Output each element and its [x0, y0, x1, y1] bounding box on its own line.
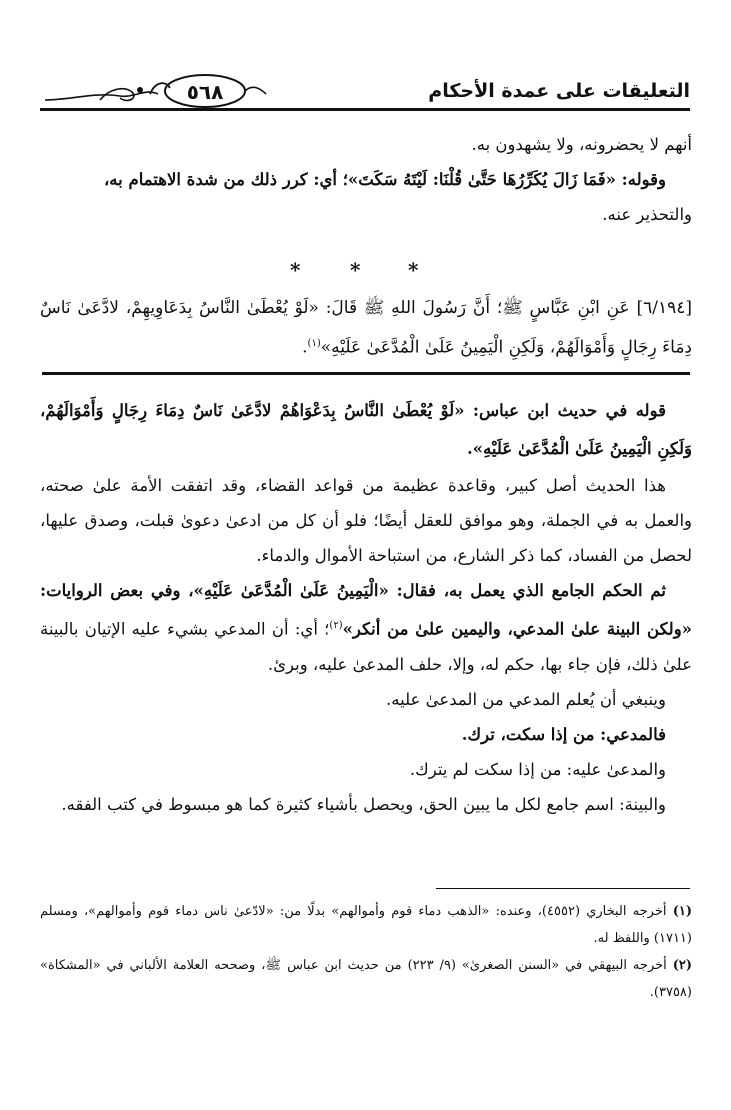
footnote-text: أخرجه البيهقي في «السنن الصغرىٰ» (٩/ ٢٢٣) من حديث ابن عباس ﷺ، وصححه العلامة الألباني في «المشكاة» (٣٧٥٨). [40, 958, 692, 1000]
footnote-divider [436, 888, 690, 889]
hadith-text [40, 290, 692, 366]
footnote-number: (٢) [672, 958, 693, 973]
commentary-block [40, 392, 692, 822]
intro-commentary [40, 162, 692, 197]
commentary-paragraph: والبينة: اسم جامع لكل ما يبين الحق، ويحصل بأشياء كثيرة كما هو مبسوط في كتب الفقه. [61, 794, 666, 814]
hadith-block [40, 290, 692, 366]
commentary-text: ثم الحكم الجامع الذي يعمل به، فقال: «الْيَمِينُ عَلَىٰ الْمُدَّعَىٰ عَلَيْهِ»، وفي بعض الروايات: «ولكن البينة علىٰ المدعي، واليمين علىٰ من أنكر» [40, 581, 692, 639]
commentary-paragraph: قوله في حديث ابن عباس: «لَوْ يُعْطَىٰ النَّاسُ بِدَعْوَاهُمْ لادَّعَىٰ نَاسٌ دِمَاءَ رِجَالٍ وَأَمْوَالَهُمْ، وَلَكِنِ الْيَمِينُ عَلَىٰ الْمُدَّعَىٰ عَلَيْهِ». [40, 401, 692, 458]
running-title: التعليقات على عمدة الأحكام [428, 80, 690, 102]
footnote-number: (١) [672, 904, 692, 919]
separator-star: * [290, 258, 301, 282]
commentary-paragraph [40, 573, 692, 682]
footnote [40, 952, 692, 1006]
separator-star: * [408, 258, 419, 282]
intro-line: أنهم لا يحضرونه، ولا يشهدون به. [471, 135, 692, 154]
footnote-ref: (٢) [329, 620, 343, 631]
footnotes [40, 898, 692, 1006]
footnote-text: أخرجه البخاري (٤٥٥٢)، وعنده: «الذهب دماء قوم وأموالهم» بدلًا من: «لادّعىٰ ناس دماء قوم وأموالهم»، ومسلم (١٧١١) واللفظ له. [40, 904, 692, 946]
footnote [40, 898, 692, 952]
header-divider [40, 108, 690, 111]
hadith-end: . [302, 337, 308, 358]
star-separator [0, 258, 731, 282]
page-number: ٥٦٨ [186, 80, 224, 104]
page-number-ornament [40, 70, 270, 120]
commentary-paragraph: هذا الحديث أصل كبير، وقاعدة عظيمة من قواعد القضاء، وقد اتفقت الأمة علىٰ صحته، والعمل به في الجملة، وهو موافق للعقل أيضًا؛ فلو أن كل من ادعىٰ دعوىٰ قبلت، وصدق عليها، لحصل من الفساد، كما ذكر الشارع، من استباحة الأموال والدماء. [40, 476, 692, 565]
section-divider [42, 372, 690, 375]
commentary-paragraph: والمدعىٰ عليه: من إذا سكت لم يترك. [409, 759, 666, 779]
commentary-text: ؛ أي: أن المدعي بشيء عليه الإتيان بالبينة علىٰ ذلك، فإن جاء بها، حكم له، وإلا، حلف المدعىٰ عليه، وبرئ. [40, 619, 692, 674]
intro-commentary-text: وقوله: «فَمَا زَالَ يُكَرِّرُهَا حَتَّىٰ قُلْنَا: لَيْتَهُ سَكَتَ»؛ أي: كرر ذلك من شدة الاهتمام به، [103, 170, 666, 189]
commentary-paragraph: فالمدعي: من إذا سكت، ترك. [461, 724, 666, 744]
separator-star: * [350, 258, 361, 282]
intro-commentary-end: والتحذير عنه. [602, 205, 692, 224]
hadith-body: [٦/١٩٤] عَنِ ابْنِ عَبَّاسٍ ﷺ؛ أَنَّ رَسُولَ اللهِ ﷺ قَالَ: «لَوْ يُعْطَىٰ النَّاسُ بِدَعَاوِيهِمْ، لادَّعَىٰ نَاسٌ دِمَاءَ رِجَالٍ وَأَمْوَالَهُمْ، وَلَكِنِ الْيَمِينُ عَلَىٰ الْمُدَّعَىٰ عَلَيْهِ» [40, 298, 692, 358]
commentary-paragraph: وينبغي أن يُعلم المدعي من المدعىٰ عليه. [386, 689, 666, 709]
footnote-ref: (١) [307, 338, 321, 349]
intro-block [40, 127, 692, 232]
page-header [40, 70, 690, 120]
